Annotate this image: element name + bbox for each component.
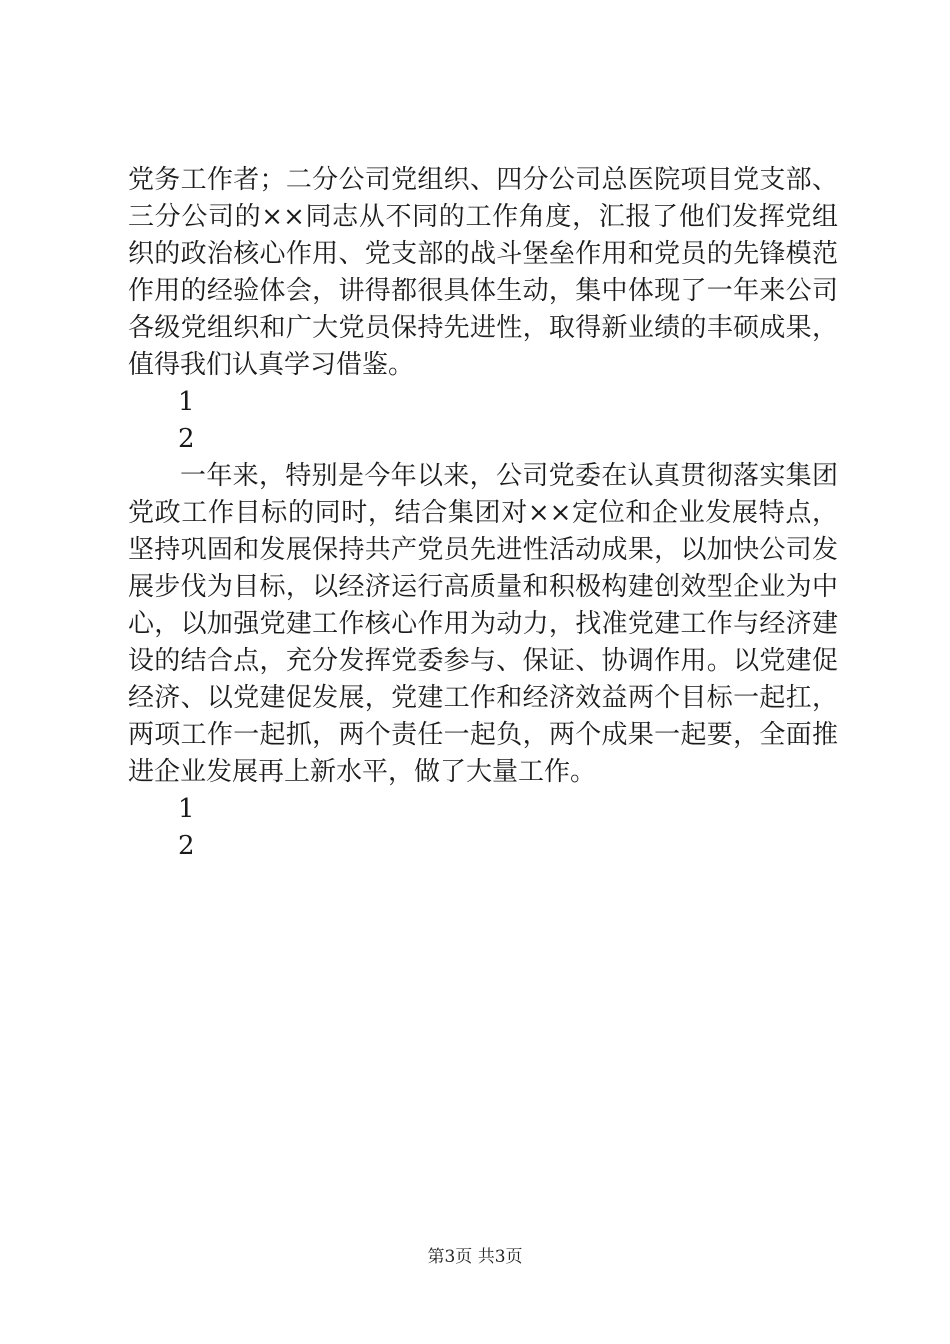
- text-line: 心，以加强党建工作核心作用为动力，找准党建工作与经济建: [128, 609, 838, 639]
- text-line: 党政工作目标的同时，结合集团对××定位和企业发展特点，: [128, 498, 838, 528]
- page-footer: 第3页 共3页: [427, 1247, 523, 1267]
- document-body: [128, 162, 838, 865]
- text-line: 各级党组织和广大党员保持先进性，取得新业绩的丰硕成果，: [128, 313, 838, 343]
- marker-number: 1: [178, 794, 195, 824]
- text-line: 三分公司的××同志从不同的工作角度，汇报了他们发挥党组: [128, 202, 838, 232]
- paragraph-1: [128, 162, 838, 384]
- text-line: 设的结合点，充分发挥党委参与、保证、协调作用。以党建促: [128, 646, 838, 676]
- text-line: 一年来，特别是今年以来，公司党委在认真贯彻落实集团: [180, 461, 838, 491]
- paragraph-2: [128, 458, 838, 791]
- marker-number: 2: [178, 424, 195, 454]
- text-line: 值得我们认真学习借鉴。: [128, 350, 415, 380]
- text-line: 进企业发展再上新水平，做了大量工作。: [128, 757, 597, 787]
- text-line: 党务工作者；二分公司党组织、四分公司总医院项目党支部、: [128, 165, 838, 195]
- text-line: 展步伐为目标，以经济运行高质量和积极构建创效型企业为中: [128, 572, 838, 602]
- text-line: 两项工作一起抓，两个责任一起负，两个成果一起要，全面推: [128, 720, 838, 750]
- text-line: 作用的经验体会，讲得都很具体生动，集中体现了一年来公司: [128, 276, 838, 306]
- text-line: 织的政治核心作用、党支部的战斗堡垒作用和党员的先锋模范: [128, 239, 838, 269]
- marker-number: 1: [178, 387, 195, 417]
- text-line: 坚持巩固和发展保持共产党员先进性活动成果，以加快公司发: [128, 535, 838, 565]
- text-line: 经济、以党建促发展，党建工作和经济效益两个目标一起扛，: [128, 683, 838, 713]
- marker-number: 2: [178, 831, 195, 861]
